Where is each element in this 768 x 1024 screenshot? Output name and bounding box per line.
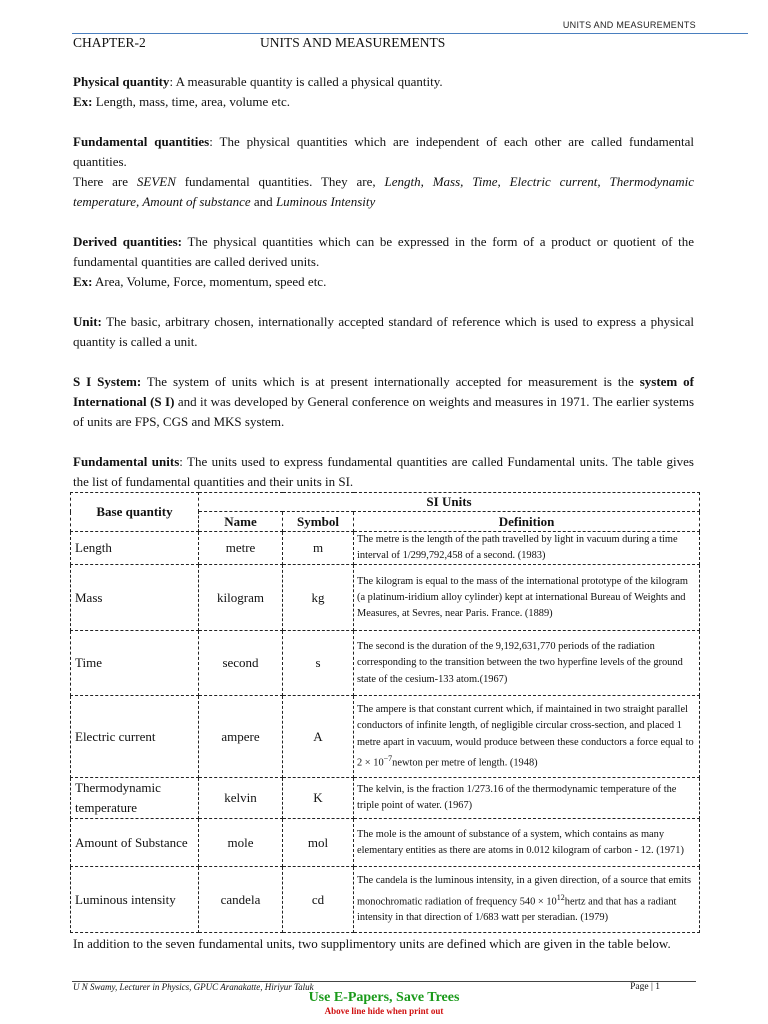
footer-author: U N Swamy, Lecturer in Physics, GPUC Aranakatte, Hiriyur Taluk (73, 982, 314, 992)
table-row (71, 819, 700, 867)
quantity-cell: Thermodynamic temperature (71, 778, 199, 819)
table-row (71, 778, 700, 819)
after-table-text: In addition to the seven fundamental units, two supplimentory units are defined which are given in the table below. (73, 936, 671, 951)
definition-text: The candela is the luminous intensity, in a given direction, of a source that emits monochromatic radiation of frequency 540 × 10 (357, 875, 692, 908)
definition-cell: The kilogram is equal to the mass of the international prototype of the kilogram (a platinum-iridium alloy cylinder) kept at international Bureau of Weights and Measures, at Sevres, near Paris. France. (1889) (354, 565, 700, 631)
header-base-quantity: Base quantity (71, 493, 199, 532)
unit-name-cell: kelvin (199, 778, 283, 819)
quantity-list: Length, Mass, Time, Electric current, Thermodynamic temperature, Amount of substance (73, 174, 694, 209)
definition-cell: The second is the duration of the 9,192,631,770 periods of the radiation corresponding to the transition between the two hyperfine levels of the ground state of the cesium-133 atom.(1967) (354, 631, 700, 696)
quantity-cell: Length (71, 532, 199, 565)
chapter-number: CHAPTER-2 (73, 35, 146, 50)
derived-quantities-example (73, 272, 694, 292)
unit-name-cell: second (199, 631, 283, 696)
text-run: fundamental quantities. They are, (175, 174, 385, 189)
term: Fundamental units (73, 454, 180, 469)
example-label: Ex: (73, 94, 93, 109)
term: Unit: (73, 314, 102, 329)
text-run: There are (73, 174, 137, 189)
definition-text: The physical quantities which can be expressed in the form of a product or quotient of the fundamental quantities are called derived units. (73, 234, 694, 269)
physical-quantity-para (73, 72, 694, 92)
definition-cell: The mole is the amount of substance of a system, which contains as many elementary entities as there are atoms in 0.012 kilogram of carbon - 12. (1971) (354, 819, 700, 867)
fundamental-quantities-list (73, 172, 694, 212)
symbol-cell: kg (283, 565, 354, 631)
unit-name-cell: metre (199, 532, 283, 565)
example-label: Ex: (73, 274, 93, 289)
example-text: Area, Volume, Force, momentum, speed etc. (92, 274, 327, 289)
text-run: and (250, 194, 276, 209)
chapter-heading (73, 35, 446, 51)
definition-text: hertz and that has a radiant intensity in that direction of 1/683 watt per steradian. (1979) (357, 896, 677, 924)
table-row (71, 532, 700, 565)
symbol-cell: mol (283, 819, 354, 867)
quantity-cell: Amount of Substance (71, 819, 199, 867)
quantity-list-last: Luminous Intensity (275, 194, 376, 209)
text-run: The system of units which is at present internationally accepted for measurement is the (141, 374, 640, 389)
definition-cell (354, 867, 700, 933)
header-symbol: Symbol (283, 512, 354, 532)
quantity-cell: Electric current (71, 696, 199, 778)
running-header: UNITS AND MEASUREMENTS (562, 20, 696, 30)
definition-cell: The metre is the length of the path travelled by light in vacuum during a time interval of 1/299,792,458 of a second. (1983) (354, 532, 700, 565)
unit-name-cell: ampere (199, 696, 283, 778)
si-system-para (73, 372, 694, 432)
promo-banner: Use E-Papers, Save Trees (308, 990, 460, 1005)
symbol-cell: s (283, 631, 354, 696)
unit-para (73, 312, 694, 352)
seven-emphasis: SEVEN (136, 174, 176, 189)
header-rule (72, 33, 748, 34)
definition-text: : The units used to express fundamental quantities are called Fundamental units. The table gives the list of fundamental quantities and their units in SI. (73, 454, 694, 489)
physical-quantity-example (73, 92, 694, 112)
definition-text: The ampere is that constant current which, if maintained in two straight parallel conductors of infinite length, of negligible circular cross-section, and placed 1 metre apart in vacuum, would produce between these conductors a force equal to 2 × 10 (357, 704, 694, 769)
fundamental-quantities-para (73, 132, 694, 172)
definition-cell: The kelvin, is the fraction 1/273.16 of the thermodynamic temperature of the triple point of water. (1967) (354, 778, 700, 819)
quantity-cell: Time (71, 631, 199, 696)
definition-cell (354, 696, 700, 778)
page-body (73, 72, 694, 492)
term: Derived quantities: (73, 234, 182, 249)
unit-name-cell: kilogram (199, 565, 283, 631)
chapter-title: UNITS AND MEASUREMENTS (260, 35, 446, 50)
exponent: 12 (556, 892, 565, 902)
quantity-cell: Luminous intensity (71, 867, 199, 933)
example-text: Length, mass, time, area, volume etc. (92, 94, 290, 109)
derived-quantities-para (73, 232, 694, 272)
definition-text: newton per metre of length. (1948) (392, 757, 538, 769)
table-row (71, 696, 700, 778)
page-number: Page | 1 (630, 982, 660, 992)
header-si-units: SI Units (199, 493, 700, 512)
term: Fundamental quantities (73, 134, 210, 149)
promo-note: Above line hide when print out (324, 1006, 444, 1016)
term: S I System: (73, 374, 142, 389)
si-units-table (70, 492, 700, 933)
definition-text: The basic, arbitrary chosen, internationally accepted standard of reference which is used to express a physical quantity is called a unit. (73, 314, 694, 349)
table-row (71, 631, 700, 696)
header-name: Name (199, 512, 283, 532)
symbol-cell: cd (283, 867, 354, 933)
table-row (71, 867, 700, 933)
header-definition: Definition (354, 512, 700, 532)
fundamental-units-para (73, 452, 694, 492)
text-run: and it was developed by General conference on weights and measures in 1971. The earlier systems of units are FPS, CGS and MKS system. (73, 394, 694, 429)
unit-name-cell: candela (199, 867, 283, 933)
si-name: system of International (S I) (73, 374, 694, 409)
table-row (71, 565, 700, 631)
symbol-cell: m (283, 532, 354, 565)
exponent: −7 (383, 753, 393, 763)
symbol-cell: A (283, 696, 354, 778)
definition-text: : The physical quantities which are independent of each other are called fundamental quantities. (73, 134, 694, 169)
term: Physical quantity (73, 74, 170, 89)
definition-text: : A measurable quantity is called a physical quantity. (169, 74, 443, 89)
unit-name-cell: mole (199, 819, 283, 867)
quantity-cell: Mass (71, 565, 199, 631)
symbol-cell: K (283, 778, 354, 819)
